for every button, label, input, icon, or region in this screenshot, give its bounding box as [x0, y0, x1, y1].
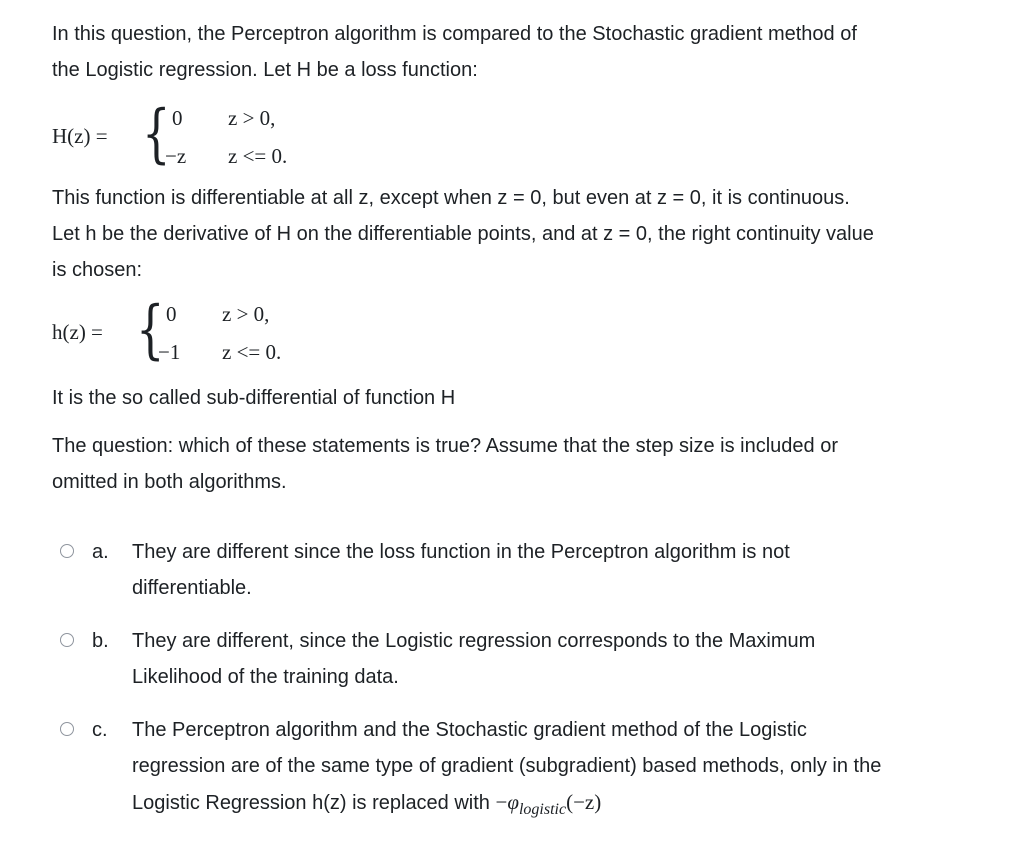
equation-H-brace: { [142, 97, 171, 171]
equation-h-case1-cond: z > 0, [222, 302, 270, 326]
equation-H-case2-value: −z [165, 144, 187, 168]
formula-subscript: logistic [518, 801, 567, 818]
equation-H-lhs: H(z) = [52, 124, 108, 148]
option-c-formula [495, 790, 602, 818]
option-c-line-2: regression are of the same type of gradient (subgradient) based methods, only in the [132, 755, 882, 777]
intro-paragraph [52, 16, 1002, 88]
option-a-letter: a. [92, 541, 109, 563]
option-b-line-2: Likelihood of the training data. [132, 666, 399, 688]
equation-h-lhs: h(z) = [52, 320, 103, 344]
option-c-line-3: Logistic Regression h(z) is replaced with [132, 792, 496, 814]
question-prompt [52, 428, 1002, 500]
formula-sign: − [495, 790, 508, 814]
formula-phi: φ [507, 790, 519, 814]
option-b-letter: b. [92, 630, 109, 652]
equation-h [52, 293, 452, 370]
equation-H-case1-cond: z > 0, [228, 106, 276, 130]
option-a-line-1: They are different since the loss function in the Perceptron algorithm is not [132, 541, 790, 563]
option-a-radio[interactable] [60, 544, 74, 558]
option-c-line-1: The Perceptron algorithm and the Stochastic gradient method of the Logistic [132, 719, 807, 741]
equation-h-case2-cond: z <= 0. [222, 340, 282, 364]
option-a-line-2: differentiable. [132, 577, 252, 599]
option-b-label[interactable] [132, 623, 1002, 695]
equation-H-case2-cond: z <= 0. [228, 144, 288, 168]
differentiability-paragraph [52, 180, 1002, 288]
option-c-label[interactable] [132, 712, 1002, 828]
subdifferential-note: It is the so called sub-differential of function H [52, 387, 456, 409]
question-line-2: omitted in both algorithms. [52, 471, 287, 493]
intro-line-2: the Logistic regression. Let H be a loss function: [52, 59, 478, 81]
equation-h-case1-value: 0 [166, 302, 177, 326]
equation-H-case1-value: 0 [172, 106, 183, 130]
intro-line-1: In this question, the Perceptron algorithm is compared to the Stochastic gradient method of [52, 23, 857, 45]
formula-argument: (−z) [566, 790, 602, 814]
option-b-line-1: They are different, since the Logistic regression corresponds to the Maximum [132, 630, 816, 652]
option-b-radio[interactable] [60, 633, 74, 647]
para2-line-3: is chosen: [52, 259, 143, 281]
equation-h-case2-value: −1 [158, 340, 181, 364]
para2-line-1: This function is differentiable at all z, except when z = 0, but even at z = 0, it is continuous. [52, 187, 850, 209]
option-c-radio[interactable] [60, 722, 74, 736]
para2-line-2: Let h be the derivative of H on the differentiable points, and at z = 0, the right continuity value [52, 223, 874, 245]
equation-h-brace: { [136, 293, 165, 367]
option-a-label[interactable] [132, 534, 1002, 606]
equation-H [52, 97, 452, 174]
option-c-letter: c. [92, 719, 108, 741]
question-line-1: The question: which of these statements is true? Assume that the step size is included or [52, 435, 838, 457]
